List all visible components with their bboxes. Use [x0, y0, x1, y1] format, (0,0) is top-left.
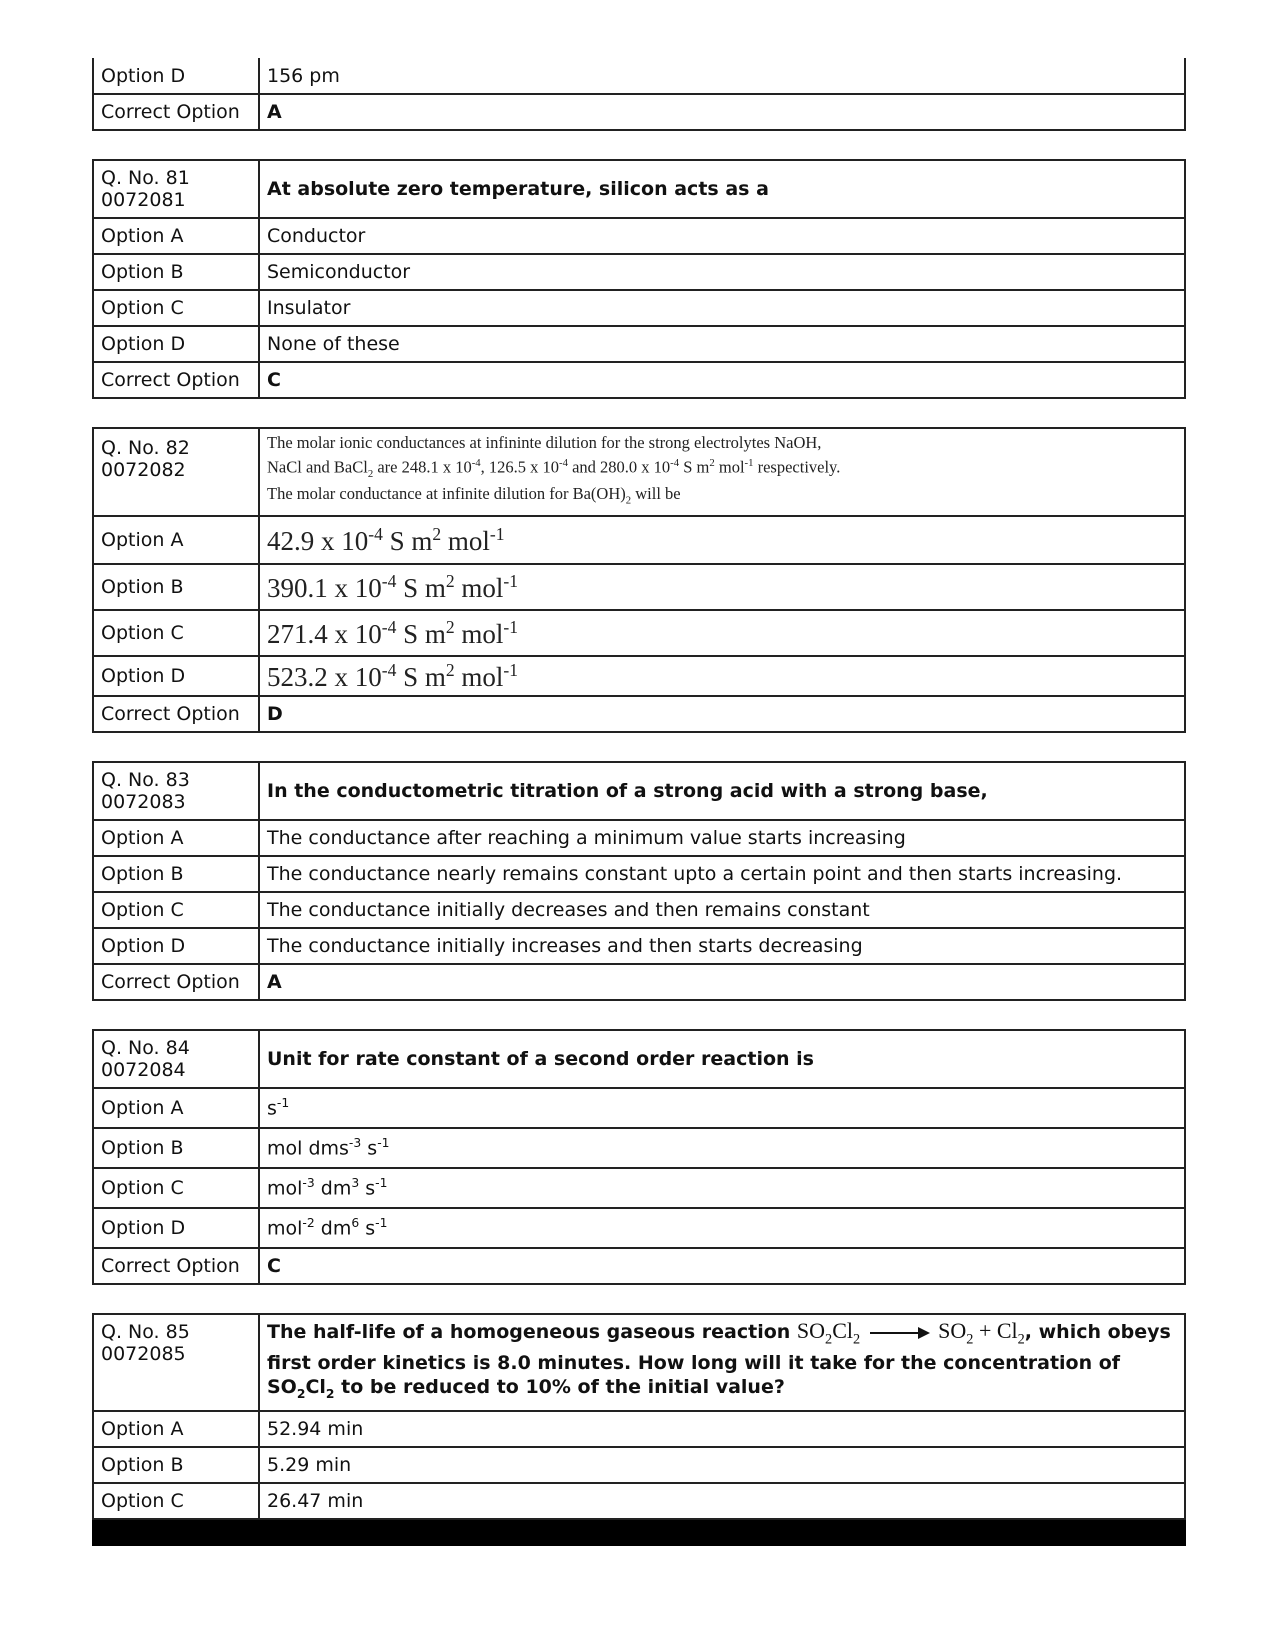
q85-option-a: 52.94 min [259, 1411, 1185, 1447]
option-c-label: Option C [93, 610, 259, 656]
q81-code: 0072081 [101, 189, 186, 211]
table-row [93, 964, 1185, 1000]
table-row [93, 218, 1185, 254]
table-row [93, 58, 1185, 94]
question-85-table [92, 1313, 1186, 1520]
table-row [93, 1128, 1185, 1168]
option-a-label: Option A [93, 1088, 259, 1128]
table-row [93, 1248, 1185, 1284]
q81-option-b: Semiconductor [259, 254, 1185, 290]
q81-stem: At absolute zero temperature, silicon acts as a [259, 160, 1185, 218]
option-c-label: Option C [93, 290, 259, 326]
q84-option-c: mol$^{-3}$ $dm^3$ $s^{-1}$ [259, 1168, 1185, 1208]
question-83-table [92, 761, 1186, 1001]
q81-option-c: Insulator [259, 290, 1185, 326]
q83-option-b: The conductance nearly remains constant upto a certain point and then starts increasing. [259, 856, 1185, 892]
table-row [93, 892, 1185, 928]
correct-option-label: Correct Option [93, 362, 259, 398]
q81-number: Q. No. 81 [101, 167, 190, 189]
q83-correct-option: A [259, 964, 1185, 1000]
option-c-label: Option C [93, 1168, 259, 1208]
option-d-label: Option D [93, 1208, 259, 1248]
q84-number: Q. No. 84 [101, 1037, 190, 1059]
question-80-table [92, 58, 1186, 131]
q84-code: 0072084 [101, 1059, 186, 1081]
question-number [93, 762, 259, 820]
q85-option-c: 26.47 min [259, 1483, 1185, 1519]
q84-correct-option: C [259, 1248, 1185, 1284]
q85-code: 0072085 [101, 1343, 186, 1365]
q81-option-a: Conductor [259, 218, 1185, 254]
table-row [93, 856, 1185, 892]
option-b-label: Option B [93, 254, 259, 290]
table-row [93, 160, 1185, 218]
q82-stem-line-1: The molar ionic conductances at infininte dilution for the strong electrolytes NaOH, [267, 433, 822, 452]
question-number [93, 160, 259, 218]
q80-option-d: 156 pm [259, 58, 1185, 94]
q83-option-d: The conductance initially increases and then starts decreasing [259, 928, 1185, 964]
table-row [93, 1208, 1185, 1248]
table-row [93, 516, 1185, 564]
question-page [92, 58, 1186, 1546]
table-row [93, 1030, 1185, 1088]
table-row [93, 762, 1185, 820]
q84-option-a: $s^{-1}$ [259, 1088, 1185, 1128]
table-row [93, 1088, 1185, 1128]
q81-option-d: None of these [259, 326, 1185, 362]
option-d-label: Option D [93, 928, 259, 964]
option-d-label: Option D [93, 656, 259, 696]
correct-option-label: Correct Option [93, 696, 259, 732]
q85-option-b: 5.29 min [259, 1447, 1185, 1483]
q82-stem [259, 428, 1185, 516]
q84-option-b: mol dms$^{-3}$ $s^{-1}$ [259, 1128, 1185, 1168]
option-c-label: Option C [93, 892, 259, 928]
q82-option-a: 42.9 x $10^{-4}$ S $m^2$ mol$^{-1}$ [259, 516, 1185, 564]
q83-option-a: The conductance after reaching a minimum value starts increasing [259, 820, 1185, 856]
q83-code: 0072083 [101, 791, 186, 813]
option-d-label: Option D [93, 326, 259, 362]
q83-number: Q. No. 83 [101, 769, 190, 791]
q82-correct-option: D [259, 696, 1185, 732]
table-row [93, 362, 1185, 398]
table-row [93, 1483, 1185, 1519]
correct-option-label: Correct Option [93, 94, 259, 130]
question-84-table [92, 1029, 1186, 1285]
option-b-label: Option B [93, 564, 259, 610]
table-row [93, 94, 1185, 130]
option-d-label: Option D [93, 58, 259, 94]
question-82-table [92, 427, 1186, 733]
q85-number: Q. No. 85 [101, 1321, 190, 1343]
table-row [93, 1411, 1185, 1447]
reaction-arrow-icon [870, 1332, 928, 1334]
question-81-table [92, 159, 1186, 399]
option-b-label: Option B [93, 1447, 259, 1483]
page-bottom-bar [92, 1520, 1186, 1546]
table-row [93, 1447, 1185, 1483]
q82-stem-line-3: The molar conductance at infinite dilution for $Ba(OH)_2$ will be [267, 483, 681, 507]
q83-option-c: The conductance initially decreases and then remains constant [259, 892, 1185, 928]
q82-option-b: 390.1 x $10^{-4}$ S $m^2$ mol$^{-1}$ [259, 564, 1185, 610]
question-number [93, 1314, 259, 1411]
q81-correct-option: C [259, 362, 1185, 398]
option-a-label: Option A [93, 1411, 259, 1447]
option-b-label: Option B [93, 1128, 259, 1168]
q82-stem-line-2: NaCl and BaCl$_2$ are 248.1 x $10^{-4}$, 126.5 x $10^{-4}$ and 280.0 x $10^{-4}$ S $m^2$ mol$^{-1}$ respectively. [267, 457, 841, 480]
table-row [93, 428, 1185, 516]
table-row [93, 928, 1185, 964]
table-row [93, 564, 1185, 610]
option-a-label: Option A [93, 516, 259, 564]
q84-option-d: mol$^{-2}$ $dm^6$ $s^{-1}$ [259, 1208, 1185, 1248]
table-row [93, 1314, 1185, 1411]
q85-stem: The half-life of a homogeneous gaseous reaction $SO_2Cl_2$ $SO_2 + Cl_2$, which obeys first order kinetics is 8.0 minutes. How long will it take for the concentration of $SO_2Cl_2$ to be reduced to 10% of the initial value? [259, 1314, 1185, 1411]
table-row [93, 1168, 1185, 1208]
correct-option-label: Correct Option [93, 1248, 259, 1284]
q80-correct-option: A [259, 94, 1185, 130]
table-row [93, 696, 1185, 732]
q85-products: $SO_2 + Cl_2$ [938, 1318, 1025, 1348]
option-c-label: Option C [93, 1483, 259, 1519]
option-a-label: Option A [93, 218, 259, 254]
q82-number: Q. No. 82 [101, 437, 190, 459]
table-row [93, 610, 1185, 656]
q83-stem: In the conductometric titration of a strong acid with a strong base, [259, 762, 1185, 820]
correct-option-label: Correct Option [93, 964, 259, 1000]
option-b-label: Option B [93, 856, 259, 892]
q85-reactant: $SO_2Cl_2$ [796, 1318, 861, 1348]
q82-option-d: 523.2 x $10^{-4}$ S $m^2$ mol$^{-1}$ [259, 656, 1185, 696]
question-number [93, 1030, 259, 1088]
table-row [93, 820, 1185, 856]
table-row [93, 290, 1185, 326]
option-a-label: Option A [93, 820, 259, 856]
table-row [93, 254, 1185, 290]
q84-stem: Unit for rate constant of a second order reaction is [259, 1030, 1185, 1088]
table-row [93, 326, 1185, 362]
table-row [93, 656, 1185, 696]
q82-option-c: 271.4 x $10^{-4}$ S $m^2$ mol$^{-1}$ [259, 610, 1185, 656]
q82-code: 0072082 [101, 459, 186, 481]
question-number [93, 428, 259, 516]
